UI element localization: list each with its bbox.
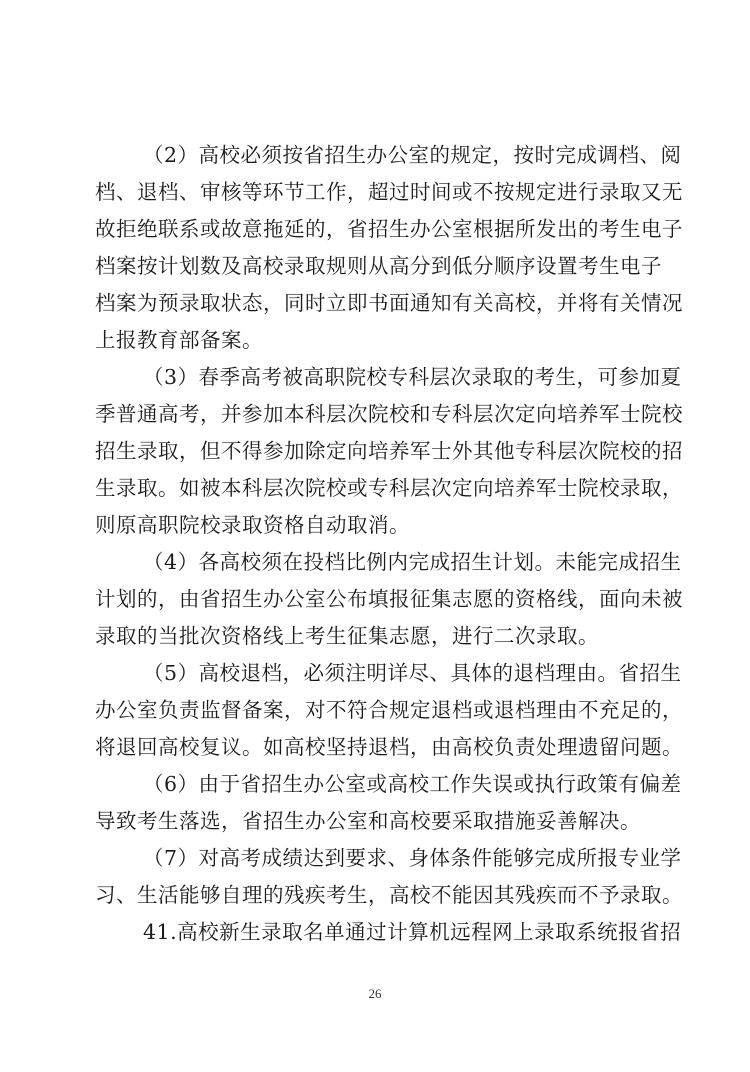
paragraph-5-line-2: 办公室负责监督备案，对不符合规定退档或退档理由不充足的， — [95, 698, 683, 722]
paragraph-2-line-1: （2）高校必须按省招生办公室的规定，按时完成调档、阅 — [143, 143, 682, 167]
paragraph-3-line-2: 季普通高考，并参加本科层次院校和专科层次定向培养军士院校 — [95, 402, 683, 426]
paragraph-4-line-2: 计划的，由省招生办公室公布填报征集志愿的资格线，面向未被 — [95, 587, 683, 611]
paragraph-4-line-1: （4）各高校须在投档比例内完成招生计划。未能完成招生 — [143, 550, 682, 574]
paragraph-2-line-2: 档、退档、审核等环节工作，超过时间或不按规定进行录取又无 — [95, 180, 683, 204]
paragraph-6-line-1: （6）由于省招生办公室或高校工作失误或执行政策有偏差 — [143, 772, 682, 796]
paragraph-7-line-2: 习、生活能够自理的残疾考生，高校不能因其残疾而不予录取。 — [95, 883, 683, 907]
paragraph-4-line-3: 录取的当批次资格线上考生征集志愿，进行二次录取。 — [95, 624, 599, 648]
paragraph-5-line-3: 将退回高校复议。如高校坚持退档，由高校负责处理遗留问题。 — [95, 735, 683, 759]
paragraph-2-line-3: 故拒绝联系或故意拖延的，省招生办公室根据所发出的考生电子 — [95, 217, 683, 241]
paragraph-3-line-3: 招生录取，但不得参加除定向培养军士外其他专科层次院校的招 — [95, 439, 683, 463]
paragraph-3-line-4: 生录取。如被本科层次院校或专科层次定向培养军士院校录取， — [95, 476, 683, 500]
paragraph-6-line-2: 导致考生落选，省招生办公室和高校要采取措施妥善解决。 — [95, 809, 641, 833]
paragraph-2-line-6: 上报教育部备案。 — [95, 328, 263, 352]
paragraph-7-line-1: （7）对高考成绩达到要求、身体条件能够完成所报专业学 — [143, 846, 682, 870]
paragraph-5-line-1: （5）高校退档，必须注明详尽、具体的退档理由。省招生 — [143, 661, 682, 685]
paragraph-3-line-5: 则原高职院校录取资格自动取消。 — [95, 513, 410, 537]
paragraph-2-line-4: 档案按计划数及高校录取规则从高分到低分顺序设置考生电子 — [95, 254, 662, 278]
article-41-line-1: 41.高校新生录取名单通过计算机远程网上录取系统报省招 — [143, 920, 682, 944]
paragraph-3-line-1: （3）春季高考被高职院校专科层次录取的考生，可参加夏 — [143, 365, 682, 389]
paragraph-2-line-5: 档案为预录取状态，同时立即书面通知有关高校，并将有关情况 — [95, 291, 683, 315]
page-number: 26 — [368, 986, 382, 1001]
